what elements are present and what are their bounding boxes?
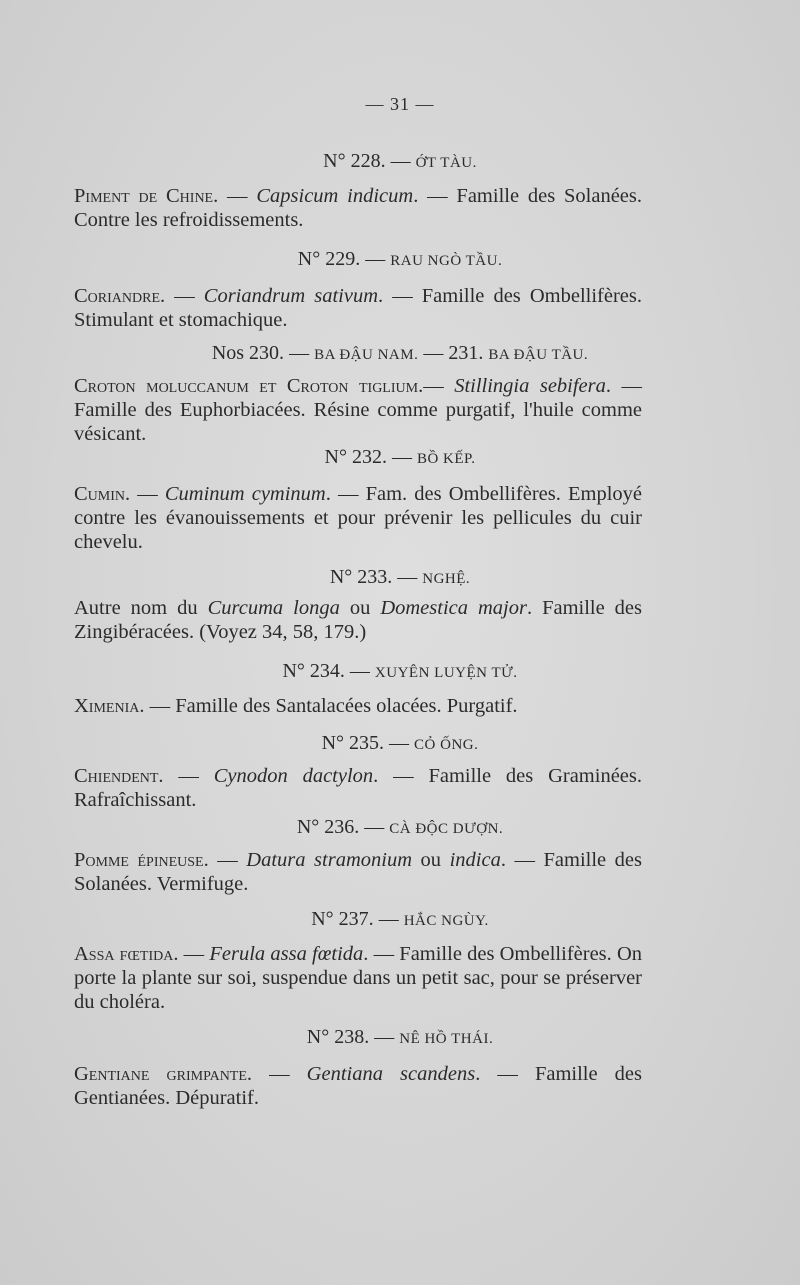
- entry-number: N° 232.: [324, 446, 387, 468]
- entry-number: Nos 230.: [211, 342, 285, 364]
- latin-name: Domestica major: [380, 597, 527, 619]
- entry-description: Assa fœtida. — Ferula assa fœtida. — Famille des Ombellifères. On porte la plante sur soi, suspendue dans un petit sac, pour se préserver du choléra.: [74, 943, 643, 1013]
- entry-heading: N° 237. — HẮC NGÙY.: [311, 908, 489, 930]
- entry-heading: N° 234. — XUYÊN LUYỆN TỬ.: [282, 660, 518, 682]
- entry-description: Croton moluccanum et Croton tiglium.— Stillingia sebifera. — Famille des Euphorbiacées. Résine comme purgatif, l'huile comme vésicant.: [74, 375, 642, 445]
- entry-number: N° 237.: [311, 908, 374, 930]
- entry-number: N° 229.: [297, 248, 361, 270]
- entry-description: Coriandre. — Coriandrum sativum. — Famille des Ombellifères. Stimulant et stomachique.: [74, 285, 642, 331]
- entry-number: N° 238.: [306, 1026, 370, 1048]
- entry-heading: N° 229. — RAU NGÒ TẦU.: [297, 248, 503, 270]
- entry-number: N° 234.: [282, 660, 345, 682]
- latin-name: indica: [449, 849, 501, 871]
- latin-name: Datura stramonium: [246, 849, 413, 871]
- entry-description: Piment de Chine. — Capsicum indicum. — Famille des Solanées. Contre les refroidissements.: [74, 185, 642, 231]
- page-number: — 31 —: [365, 94, 435, 114]
- latin-name: Capsicum indicum: [256, 185, 414, 207]
- common-name: Pomme épineuse.: [74, 849, 209, 871]
- common-name: Ximenia.: [74, 695, 145, 717]
- entry-description: Ximenia. — Famille des Santalacées olacées. Purgatif.: [74, 695, 518, 717]
- common-name: Croton moluccanum et Croton tiglium.: [74, 375, 424, 397]
- vernacular-name: NGHỆ.: [422, 571, 471, 587]
- common-name: Coriandre.: [74, 285, 166, 307]
- vernacular-name: NÊ HỒ THÁI.: [399, 1031, 494, 1047]
- vernacular-name: RAU NGÒ TẦU.: [390, 253, 503, 269]
- entry-number: N° 235.: [321, 732, 385, 754]
- latin-name: Cynodon dactylon: [213, 765, 374, 787]
- latin-name: Cuminum cyminum: [164, 483, 326, 505]
- vernacular-name: CÀ ĐỘC DƯỢN.: [389, 821, 504, 837]
- entry-description: Autre nom du Curcuma longa ou Domestica major. Famille des Zingibéracées. (Voyez 34, 58, 179.): [74, 597, 643, 643]
- latin-name: Coriandrum sativum: [203, 285, 378, 307]
- common-name: Cumin.: [74, 483, 131, 505]
- common-name: Gentiane grimpante.: [74, 1063, 253, 1085]
- latin-name: Gentiana scandens: [306, 1063, 476, 1085]
- vernacular-name: ỚT TÀU.: [415, 155, 477, 171]
- entry-number: N° 228.: [323, 150, 386, 172]
- vernacular-name: XUYÊN LUYỆN TỬ.: [374, 665, 518, 681]
- entry-number: N° 233.: [329, 566, 393, 588]
- entry-heading: N° 233. — NGHỆ.: [329, 566, 471, 588]
- latin-name: Stillingia sebifera: [454, 375, 606, 397]
- entry-description: Gentiane grimpante. — Gentiana scandens. — Famille des Gentianées. Dépuratif.: [74, 1063, 642, 1109]
- vernacular-name-2: BA ĐẬU TẦU.: [488, 347, 589, 363]
- vernacular-name: HẮC NGÙY.: [403, 913, 489, 929]
- latin-name: Curcuma longa: [207, 597, 340, 619]
- entry-number: N° 236.: [296, 816, 360, 838]
- common-name: Piment de Chine.: [74, 185, 219, 207]
- vernacular-name: CỎ ỐNG.: [414, 737, 479, 753]
- entry-heading: N° 235. — CỎ ỐNG.: [321, 732, 479, 754]
- entry-heading: N° 228. — ỚT TÀU.: [323, 150, 477, 172]
- entry-number-2: — 231.: [423, 342, 484, 364]
- entry-heading: Nos 230. — BA ĐẬU NAM. — 231. BA ĐẬU TẦU.: [211, 342, 589, 364]
- vernacular-name: BỒ KẾP.: [416, 451, 476, 467]
- entry-heading: N° 232. — BỒ KẾP.: [324, 446, 476, 468]
- entry-heading: N° 238. — NÊ HỒ THÁI.: [306, 1026, 494, 1048]
- common-name: Assa fœtida.: [74, 943, 179, 965]
- entry-description: Chiendent. — Cynodon dactylon. — Famille des Graminées. Rafraîchissant.: [74, 765, 642, 811]
- common-name: Chiendent.: [74, 765, 164, 787]
- entry-description: Pomme épineuse. — Datura stramonium ou indica. — Famille des Solanées. Vermifuge.: [74, 849, 642, 895]
- vernacular-name: BA ĐẬU NAM.: [314, 347, 419, 363]
- entry-heading: N° 236. — CÀ ĐỘC DƯỢN.: [296, 816, 504, 838]
- latin-name: Ferula assa fœtida: [209, 943, 364, 965]
- entry-description: Cumin. — Cuminum cyminum. — Fam. des Ombellifères. Employé contre les évanouissements et pour prévenir les pellicules du cuir chevelu.: [74, 483, 642, 553]
